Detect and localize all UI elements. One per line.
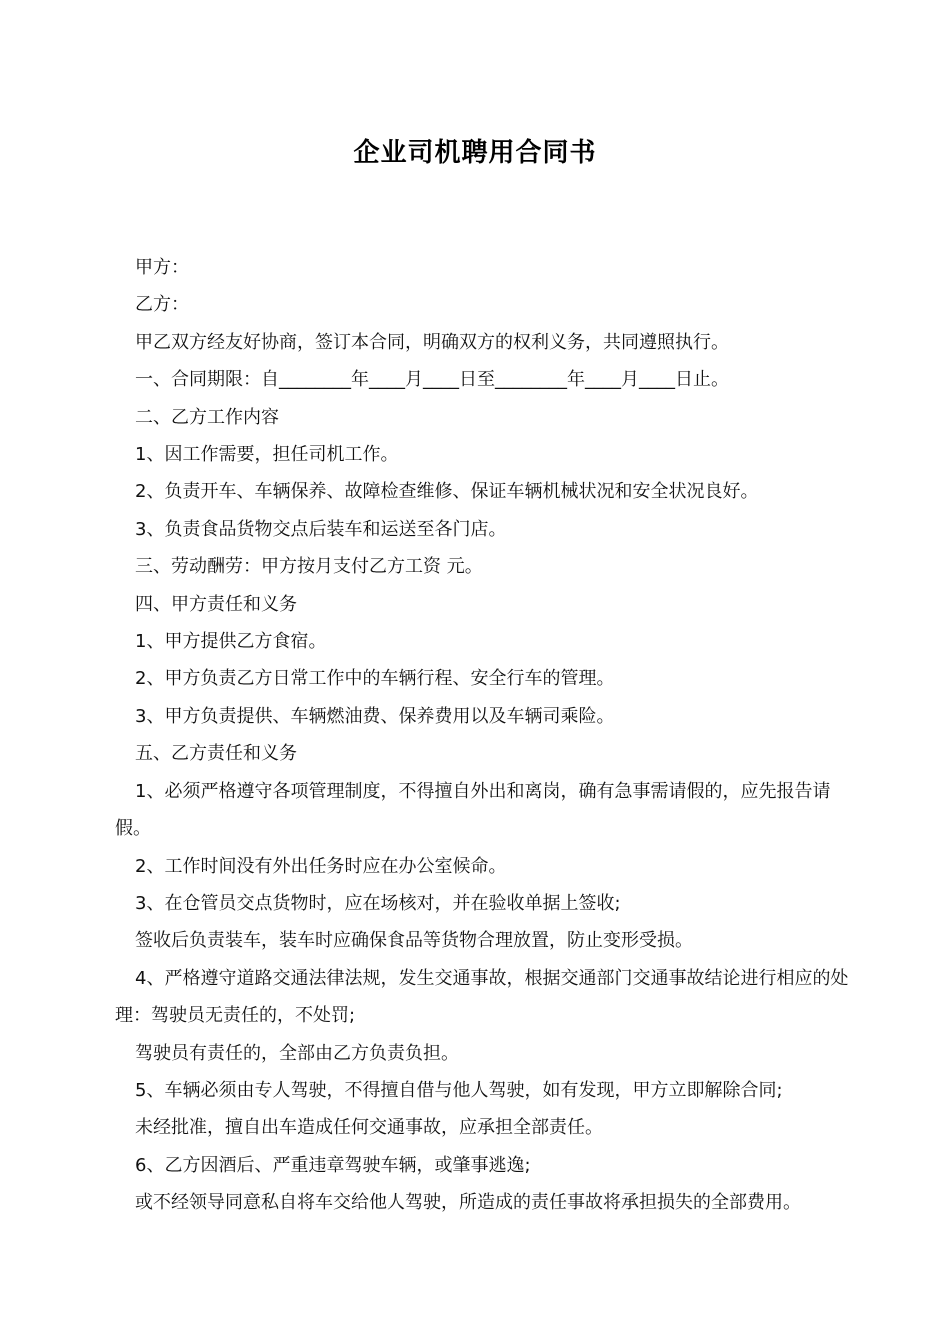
paragraph-b-duty-5-cont: 未经批准，擅自出车造成任何交通事故，应承担全部责任。 [135, 1117, 603, 1139]
paragraph-b-duty-6-cont: 或不经领导同意私自将车交给他人驾驶，所造成的责任事故将承担损失的全部费用。 [135, 1192, 801, 1214]
paragraph-a-duty-3: 3、甲方负责提供、车辆燃油费、保养费用以及车辆司乘险。 [135, 705, 615, 727]
paragraph-a-duty-1: 1、甲方提供乙方食宿。 [135, 631, 327, 653]
paragraph-party-a: 甲方： [135, 257, 189, 278]
section-heading-party-b-duties: 五、乙方责任和义务 [135, 743, 297, 765]
paragraph-work-2: 2、负责开车、车辆保养、故障检查维修、保证车辆机械状况和安全状况良好。 [135, 481, 759, 503]
section-heading-pay: 三、劳动酬劳：甲方按月支付乙方工资 元。 [135, 556, 483, 578]
paragraph-work-3: 3、负责食品货物交点后装车和运送至各门店。 [135, 518, 507, 540]
paragraph-term: 一、合同期限：自________年____月____日至________年____月____日止。 [135, 369, 729, 391]
paragraph-work-1: 1、因工作需要，担任司机工作。 [135, 444, 399, 466]
document-body [115, 249, 855, 1222]
paragraph-b-duty-3: 3、在仓管员交点货物时，应在场核对，并在验收单据上签收; [135, 892, 621, 914]
paragraph-b-duty-3-cont: 签收后负责装车，装车时应确保食品等货物合理放置，防止变形受损。 [135, 930, 693, 952]
paragraph-b-duty-4: 4、严格遵守道路交通法律法规，发生交通事故，根据交通部门交通事故结论进行相应的处理：驾驶员无责任的，不处罚; [115, 967, 849, 1027]
paragraph-b-duty-5: 5、车辆必须由专人驾驶，不得擅自借与他人驾驶，如有发现，甲方立即解除合同; [135, 1079, 783, 1101]
section-heading-party-a-duties: 四、甲方责任和义务 [135, 593, 297, 615]
paragraph-b-duty-4-cont: 驾驶员有责任的，全部由乙方负责负担。 [135, 1042, 459, 1064]
paragraph-b-duty-1: 1、必须严格遵守各项管理制度，不得擅自外出和离岗，确有急事需请假的，应先报告请假。 [115, 780, 831, 840]
paragraph-b-duty-2: 2、工作时间没有外出任务时应在办公室候命。 [135, 855, 507, 877]
paragraph-intro: 甲乙双方经友好协商，签订本合同，明确双方的权利义务，共同遵照执行。 [135, 331, 729, 353]
paragraph-a-duty-2: 2、甲方负责乙方日常工作中的车辆行程、安全行车的管理。 [135, 668, 615, 690]
paragraph-b-duty-6: 6、乙方因酒后、严重违章驾驶车辆，或肇事逃逸; [135, 1154, 531, 1176]
section-heading-work: 二、乙方工作内容 [135, 406, 279, 428]
document-title: 企业司机聘用合同书 [353, 138, 597, 168]
paragraph-party-b: 乙方： [135, 294, 189, 316]
